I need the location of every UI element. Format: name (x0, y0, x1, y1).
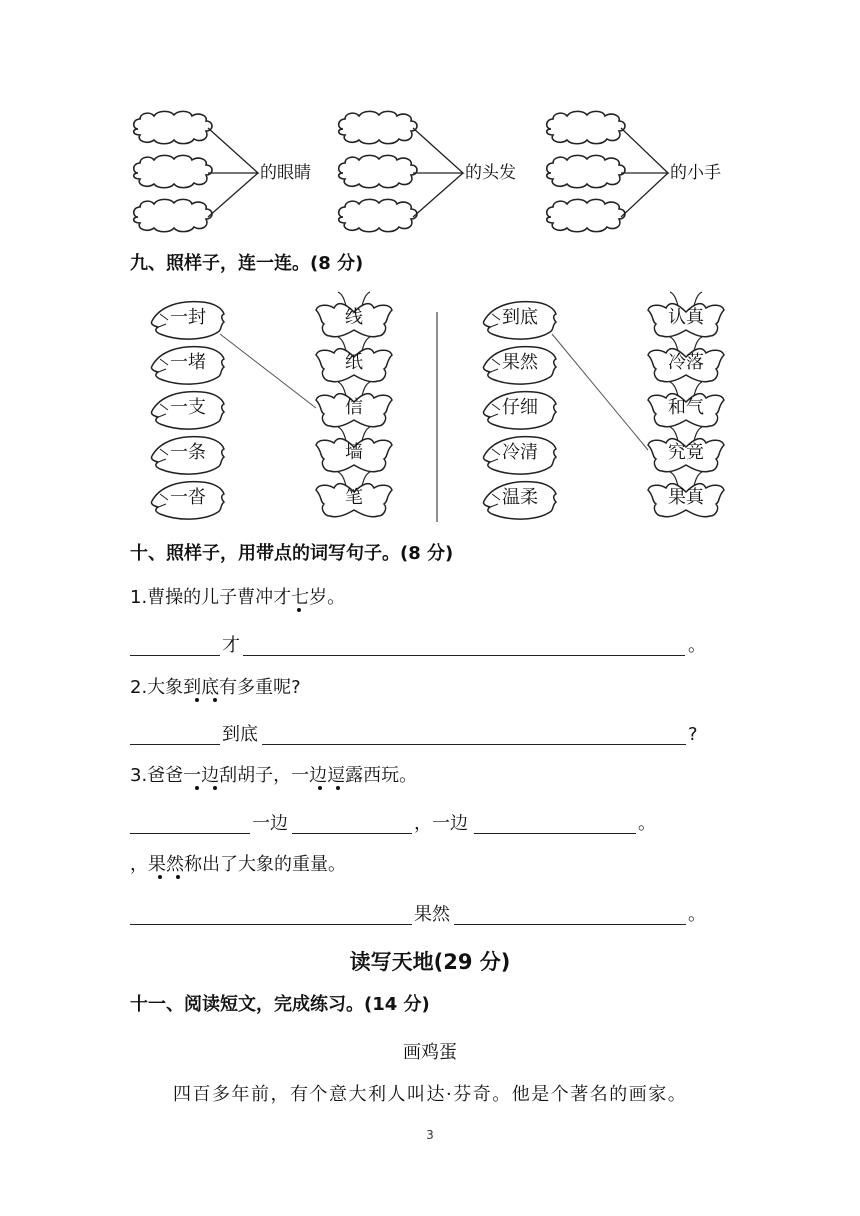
leaf-left-3: 一支 (170, 397, 206, 418)
emphasis-dot (297, 608, 301, 612)
passage-line-1: 四百多年前，有个意大利人叫达·芬奇。他是个著名的画家。 (173, 1084, 688, 1105)
page-number: 3 (426, 1128, 434, 1142)
leaf-right-3: 仔细 (502, 397, 538, 418)
answer-blank-2b[interactable] (262, 744, 686, 745)
leaf-right-5: 温柔 (502, 487, 538, 508)
q10-answer-word-3: 一边 (252, 813, 288, 834)
leaf-right-2: 果然 (502, 352, 538, 373)
emphasis-dot (176, 875, 180, 879)
q10-answer-sep-3: ，一边 (414, 813, 468, 834)
leaf-left-1: 一封 (170, 307, 206, 328)
butterfly-left-5: 笔 (345, 487, 363, 508)
cloud-label-eyes: 的眼睛 (260, 163, 311, 183)
q10-answer-word-1: 才 (222, 635, 240, 656)
q11-title: 十一、阅读短文，完成练习。(14 分) (130, 994, 430, 1015)
q10-sentence-2: 2.大象到底有多重呢? (130, 677, 301, 698)
q10-answer-word-4: 果然 (414, 904, 450, 925)
answer-blank-2a[interactable] (130, 744, 220, 745)
emphasis-dot (213, 786, 217, 790)
answer-blank-4b[interactable] (454, 924, 686, 925)
section-heading: 读写天地(29 分) (349, 950, 511, 974)
emphasis-dot (195, 786, 199, 790)
answer-blank-3a[interactable] (130, 833, 250, 834)
q9-diagram (0, 280, 860, 540)
butterfly-left-3: 信 (345, 397, 363, 418)
butterfly-left-4: 墙 (345, 442, 363, 463)
butterfly-left-1: 线 (345, 307, 363, 328)
butterfly-right-1: 认真 (668, 307, 704, 328)
q10-sentence-1: 1.曹操的儿子曹冲才七岁。 (130, 587, 346, 608)
cloud-label-hair: 的头发 (465, 163, 516, 183)
q10-sentence-3: 3.爸爸一边刮胡子，一边逗露西玩。 (130, 765, 418, 786)
q10-answer-word-2: 到底 (222, 724, 258, 745)
leaf-left-5: 一沓 (170, 487, 206, 508)
leaf-right-1: 到底 (502, 307, 538, 328)
q10-answer-end-1: 。 (688, 635, 706, 656)
butterfly-left-2: 纸 (345, 352, 363, 373)
cloud-diagram (0, 0, 860, 250)
leaf-left-4: 一条 (170, 442, 206, 463)
q10-answer-end-2: ? (688, 724, 698, 745)
q10-title: 十、照样子，用带点的词写句子。(8 分) (130, 543, 454, 564)
answer-blank-3b[interactable] (292, 833, 412, 834)
emphasis-dot (336, 786, 340, 790)
passage-title: 画鸡蛋 (403, 1042, 457, 1063)
emphasis-dot (318, 786, 322, 790)
cloud-label-hands: 的小手 (670, 163, 721, 183)
emphasis-dot (213, 698, 217, 702)
butterfly-right-2: 冷落 (668, 352, 704, 373)
leaf-left-2: 一堵 (170, 352, 206, 373)
q10-answer-end-4: 。 (688, 904, 706, 925)
leaf-right-4: 冷清 (502, 442, 538, 463)
butterfly-right-5: 果真 (668, 487, 704, 508)
answer-blank-3c[interactable] (474, 833, 636, 834)
emphasis-dot (158, 875, 162, 879)
answer-blank-1b[interactable] (243, 655, 685, 656)
butterfly-right-3: 和气 (668, 397, 704, 418)
answer-blank-4a[interactable] (130, 924, 412, 925)
q10-answer-end-3: 。 (638, 813, 656, 834)
q9-title: 九、照样子，连一连。(8 分) (130, 253, 364, 274)
answer-blank-1a[interactable] (130, 655, 220, 656)
q10-sentence-4: ，果然称出了大象的重量。 (130, 854, 346, 875)
butterfly-right-4: 究竟 (668, 442, 704, 463)
emphasis-dot (195, 698, 199, 702)
